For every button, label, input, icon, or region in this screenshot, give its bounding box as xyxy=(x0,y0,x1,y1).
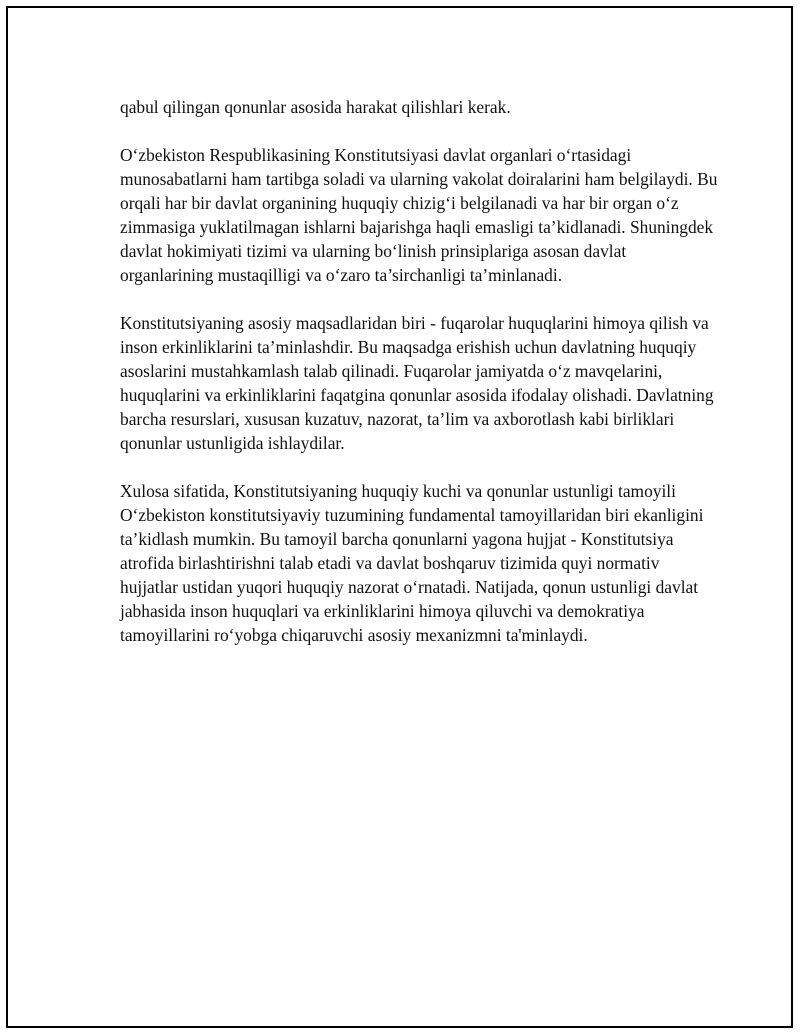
paragraph-1: qabul qilingan qonunlar asosida harakat qilishlari kerak. xyxy=(120,97,511,117)
paragraph-3: Konstitutsiyaning asosiy maqsadlaridan biri - fuqarolar huquqlarini himoya qilish va inson erkinliklarini ta’minlashdir. Bu maqsadga erishish uchun davlatning huquqiy asoslarini mustahkamlash talab qilinadi. Fuqarolar jamiyatda o‘z mavqelarini, huquqlarini va erkinliklarini faqatgina qonunlar asosida ifodalay olishadi. Davlatning barcha resurslari, xususan kuzatuv, nazorat, ta’lim va axborotlash kabi birliklari qonunlar ustunligida ishlaydilar. xyxy=(120,313,714,453)
document-body xyxy=(120,95,720,671)
document-page xyxy=(6,6,793,1028)
paragraph-2: O‘zbekiston Respublikasining Konstitutsiyasi davlat organlari o‘rtasidagi munosabatlarni ham tartibga soladi va ularning vakolat doiralarini ham belgilaydi. Bu orqali har bir davlat organining huquqiy chizig‘i belgilanadi va har bir organ o‘z zimmasiga yuklatilmagan ishlarni bajarishga haqli emasligi ta’kidlanadi. Shuningdek davlat hokimiyati tizimi va ularning bo‘linish prinsiplariga asosan davlat organlarining mustaqilligi va o‘zaro ta’sirchanligi ta’minlanadi. xyxy=(120,145,718,285)
paragraph-4: Xulosa sifatida, Konstitutsiyaning huquqiy kuchi va qonunlar ustunligi tamoyili O‘zbekiston konstitutsiyaviy tuzumining fundamental tamoyillaridan biri ekanligini ta’kidlash mumkin. Bu tamoyil barcha qonunlarni yagona hujjat - Konstitutsiya atrofida birlashtirishni talab etadi va davlat boshqaruv tizimida quyi normativ hujjatlar ustidan yuqori huquqiy nazorat o‘rnatadi. Natijada, qonun ustunligi davlat jabhasida inson huquqlari va erkinliklarini himoya qiluvchi va demokratiya tamoyillarini ro‘yobga chiqaruvchi asosiy mexanizmni ta'minlaydi. xyxy=(120,481,704,645)
